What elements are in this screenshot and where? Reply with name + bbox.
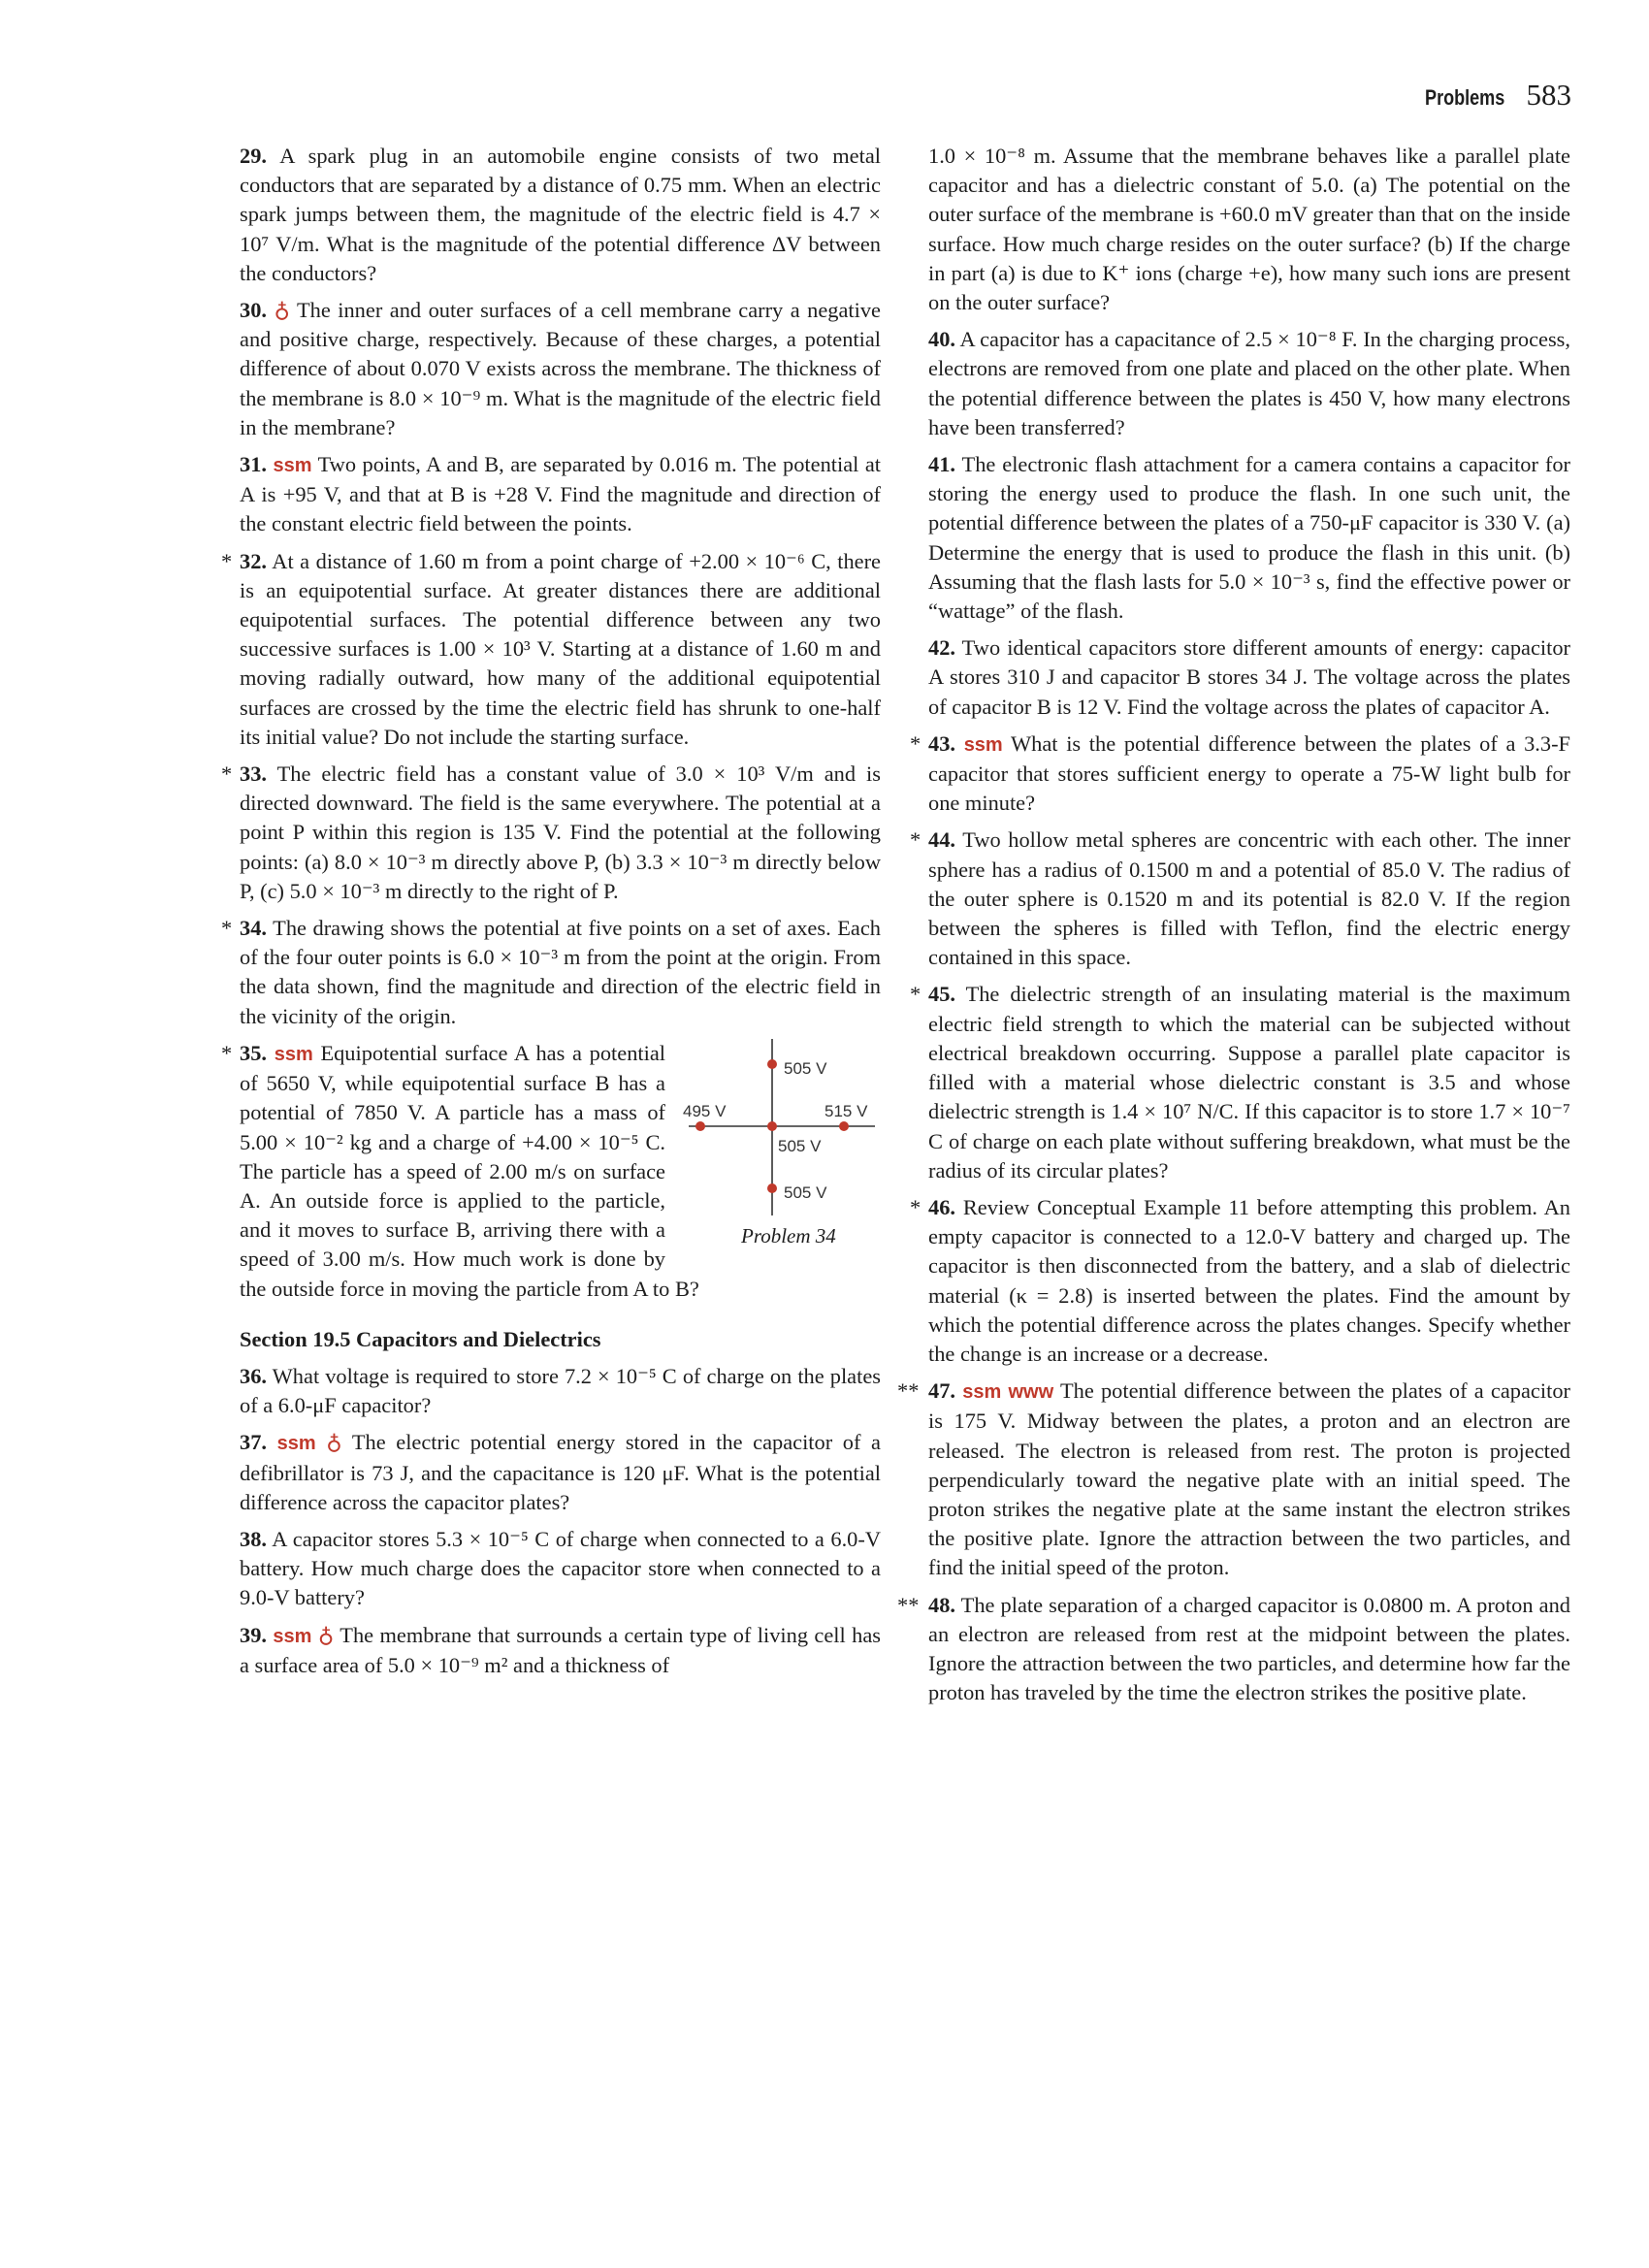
label-right: 515 V bbox=[824, 1101, 868, 1120]
left-column bbox=[221, 142, 881, 1688]
problem-41: 41. The electronic flash attachment for a camera contains a capacitor for storing the energy used to produce the flash. In one such unit, the potential difference between the plates of a 750-μF capacitor is 330 V. (a) Determine the energy that is used to produce the flash in this unit. (b) Assuming that the flash lasts for 5.0 × 10⁻³ s, find the effective power or “wattage” of the flash. bbox=[928, 452, 1570, 624]
problem-40: 40. A capacitor has a capacitance of 2.5 × 10⁻⁸ F. In the charging process, electrons are removed from one plate and placed on the other plate. When the potential difference between the plates is 450 V, how many electrons have been transferred? bbox=[928, 327, 1570, 439]
problem-34: * 34. The drawing shows the potential at five points on a set of axes. Each of the four outer points is 6.0 × 10⁻³ m from the point at the origin. From the data shown, find the magnitude and direction of the electric field in the vicinity of the origin. bbox=[221, 916, 881, 1028]
page-header bbox=[1407, 78, 1571, 113]
section-title: Section 19.5 Capacitors and Dielectrics bbox=[240, 1326, 601, 1351]
difficulty-star: * bbox=[910, 1194, 922, 1219]
problem-39-continued: 1.0 × 10⁻⁸ m. Assume that the membrane behaves like a parallel plate capacitor and has a dielectric constant of 5.0. (a) The potential on the outer surface of the membrane is +60.0 mV greater than that on the inside surface. How much charge resides on the outer surface? (b) If the charge in part (a) is due to K⁺ ions (charge +e), how many such ions are present on the outer surface? bbox=[928, 144, 1570, 315]
tutorial-icon: ♁ bbox=[274, 298, 290, 323]
difficulty-star: * bbox=[221, 916, 233, 941]
figure-caption: Problem 34 bbox=[741, 1223, 836, 1247]
difficulty-star: * bbox=[221, 761, 233, 787]
problem-35: * 35. ssm Equipotential surface A has a potential of 5650 V, while equipotential surface B has a potential of 7850 V. A particle has a mass of 5.00 × 10⁻² kg and a charge of +4.00 × 10⁻⁵ C. The particle has a speed of 2.00 m/s on surface A. An outside force is applied to the particle, and it moves to surface B, arriving there with a speed of 3.00 m/s. How much work is done by the outside force in moving the particle from A to B? bbox=[221, 1040, 699, 1301]
ssm-tag: ssm bbox=[273, 455, 312, 477]
problem-48: ** 48. The plate separation of a charged capacitor is 0.0800 m. A proton and an electron are released from rest at the midpoint between the plates. Ignore the attraction between the two particles, and determine how far the proton has traveled by the time the electron strikes the positive plate. bbox=[897, 1592, 1570, 1705]
problem-43: * 43. ssm What is the potential difference between the plates of a 3.3-F capacitor that stores sufficient energy to operate a 75-W light bulb for one minute? bbox=[910, 730, 1570, 816]
label-top: 505 V bbox=[784, 1058, 827, 1078]
tutorial-icon: ♁ bbox=[326, 1430, 342, 1455]
running-head: Problems bbox=[1425, 85, 1505, 110]
difficulty-star: * bbox=[910, 982, 922, 1007]
difficulty-star: * bbox=[221, 548, 233, 573]
www-tag: www bbox=[1008, 1381, 1054, 1404]
difficulty-star: * bbox=[221, 1040, 233, 1065]
problem-46: * 46. Review Conceptual Example 11 before attempting this problem. An empty capacitor is connected to a 12.0-V battery and charged up. The capacitor is then disconnected from the battery, and a slab of dielectric material (κ = 2.8) is inserted between the plates. Find the amount by which the potential difference across the plates changes. Specify whether the change is an increase or a decrease. bbox=[910, 1194, 1570, 1366]
problem-47: ** 47. ssm www The potential difference between the plates of a capacitor is 175 V. Midway between the plates, a proton and an electron are released. The electron is released from rest. The proton is projected perpendicularly toward the negative plate with an initial speed. The proton strikes the negative plate at the same instant the electron strikes the positive plate. Ignore the attraction between the two particles, and find the initial speed of the proton. bbox=[897, 1378, 1570, 1580]
problem-38: 38. A capacitor stores 5.3 × 10⁻⁵ C of charge when connected to a 6.0-V battery. How much charge does the capacitor store when connected to a 9.0-V battery? bbox=[240, 1526, 881, 1610]
difficulty-star: ** bbox=[897, 1592, 920, 1617]
problem-32: * 32. At a distance of 1.60 m from a point charge of +2.00 × 10⁻⁶ C, there is an equipotential surface. At greater distances there are additional equipotential surfaces. The potential difference between any two successive surfaces is 1.00 × 10³ V. Starting at a distance of 1.60 m and moving radially outward, how many of the additional equipotential surfaces are crossed by the time the electric field has shrunk to one-half its initial value? Do not include the starting surface. bbox=[221, 548, 881, 749]
problem-42: 42. Two identical capacitors store different amounts of energy: capacitor A stores 310 J and capacitor B stores 34 J. The voltage across the plates of capacitor B is 12 V. Find the voltage across the plates of capacitor A. bbox=[928, 635, 1570, 719]
right-column bbox=[897, 142, 1570, 1715]
ssm-tag: ssm bbox=[962, 1381, 1002, 1404]
label-bottom: 505 V bbox=[784, 1183, 827, 1202]
ssm-tag: ssm bbox=[274, 1043, 313, 1065]
tutorial-icon: ♁ bbox=[317, 1622, 335, 1647]
ssm-tag: ssm bbox=[273, 1625, 312, 1647]
problem-36: 36. What voltage is required to store 7.2 × 10⁻⁵ C of charge on the plates of a 6.0-μF capacitor? bbox=[240, 1363, 881, 1418]
problem-37: 37. ssm ♁ The electric potential energy stored in the capacitor of a defibrillator is 73 J, and the capacitance is 120 μF. What is the potential difference across the capacitor plates? bbox=[240, 1430, 881, 1514]
difficulty-star: ** bbox=[897, 1378, 920, 1404]
problem-30: 30. ♁ The inner and outer surfaces of a cell membrane carry a negative and positive charge, respectively. Because of these charges, a potential difference of about 0.070 V exists across the membrane. The thickness of the membrane is 8.0 × 10⁻⁹ m. What is the magnitude of the electric field in the membrane? bbox=[240, 298, 881, 439]
problem-44: * 44. Two hollow metal spheres are concentric with each other. The inner sphere has a radius of 0.1500 m and a potential of 85.0 V. The radius of the outer sphere is 0.1520 m and its potential is 82.0 V. If the region between the spheres is filled with Teflon, find the electric energy contained in this space. bbox=[910, 827, 1570, 970]
difficulty-star: * bbox=[910, 730, 922, 756]
problem-29: 29. A spark plug in an automobile engine consists of two metal conductors that are separated by a distance of 0.75 mm. When an electric spark jumps between them, the magnitude of the electric field is 4.7 × 10⁷ V/m. What is the magnitude of the potential difference ΔV between the conductors? bbox=[240, 144, 881, 285]
problem-31: 31. ssm Two points, A and B, are separated by 0.016 m. The potential at A is +95 V, and that at B is +28 V. Find the magnitude and direction of the constant electric field between the points. bbox=[240, 452, 881, 536]
problem-39: 39. ssm ♁ The membrane that surrounds a certain type of living cell has a surface area of 5.0 × 10⁻⁹ m² and a thickness of bbox=[240, 1622, 881, 1677]
difficulty-star: * bbox=[910, 827, 922, 853]
page-number: 583 bbox=[1526, 78, 1571, 112]
ssm-tag: ssm bbox=[963, 733, 1003, 756]
problem-33: * 33. The electric field has a constant value of 3.0 × 10³ V/m and is directed downward. The field is the same everywhere. The potential at a point P within this region is 135 V. Find the potential at the following points: (a) 8.0 × 10⁻³ m directly above P, (b) 3.3 × 10⁻³ m directly below P, (c) 5.0 × 10⁻³ m directly to the right of P. bbox=[221, 761, 881, 903]
problem-45: * 45. The dielectric strength of an insulating material is the maximum electric field strength to which the material can be subjected without electrical breakdown occurring. Suppose a parallel plate capacitor is filled with a material whose dielectric constant is 3.5 and whose dielectric strength is 1.4 × 10⁷ N/C. If this capacitor is to store 1.7 × 10⁻⁷ C of charge on each plate without suffering breakdown, what must be the radius of its circular plates? bbox=[910, 982, 1570, 1183]
ssm-tag: ssm bbox=[276, 1433, 316, 1455]
label-left: 495 V bbox=[683, 1101, 727, 1120]
label-origin: 505 V bbox=[778, 1136, 822, 1155]
